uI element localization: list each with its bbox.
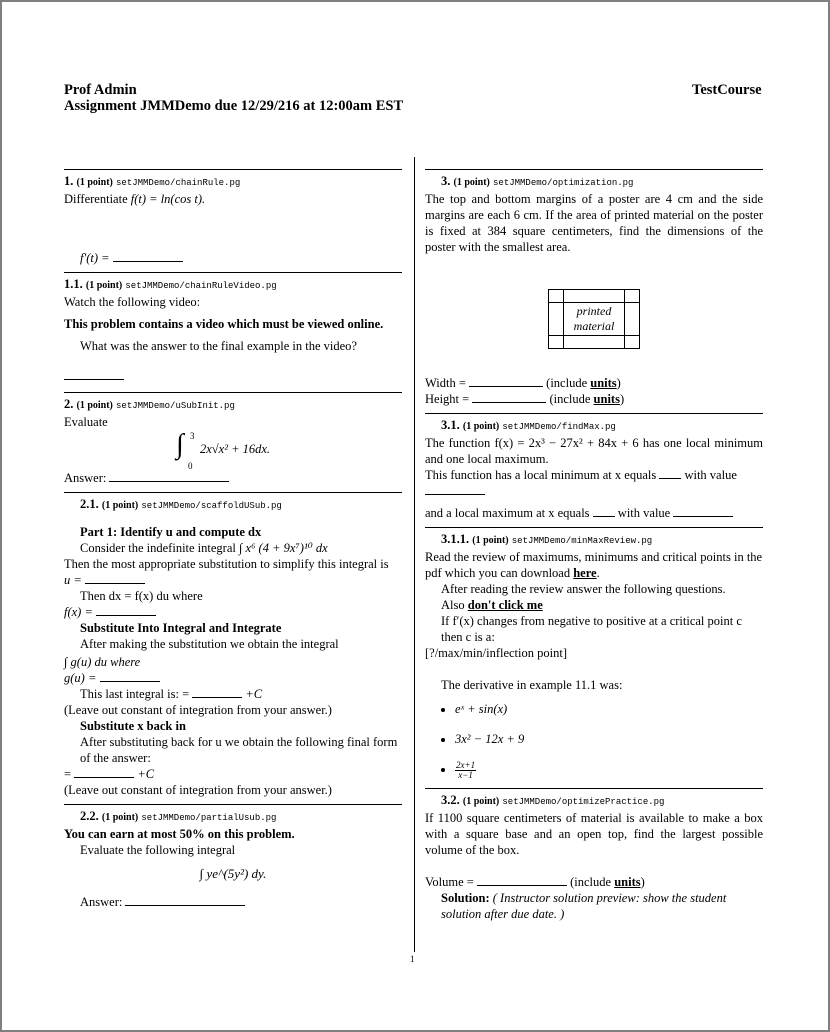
figure-label: printed — [576, 304, 612, 318]
evaluate-text: Evaluate the following integral — [80, 843, 236, 857]
problem-text: Evaluate — [64, 415, 108, 429]
document-page — [2, 2, 828, 1030]
problem-2-1 — [64, 496, 402, 798]
problem-2-2 — [64, 808, 402, 910]
derivative-text: The derivative in example 11.1 was: — [441, 678, 623, 692]
problem-number: 1. — [64, 174, 74, 188]
equals-sign: = — [64, 767, 72, 781]
problem-points: (1 point) — [453, 177, 490, 188]
lower-limit: 0 — [188, 461, 193, 471]
problem-number: 3.1. — [441, 418, 460, 432]
options-select[interactable]: [?/max/min/inflection point] — [425, 646, 567, 660]
upper-limit: 3 — [190, 431, 195, 441]
width-label: Width = — [425, 376, 466, 390]
problem-points: (1 point) — [462, 421, 500, 432]
list-item: • eˣ + sin(x) — [455, 701, 763, 717]
problem-path: setJMMDemo/findMax.pg — [502, 422, 616, 432]
then-text: Then the most appropriate substitution to simplify this integral is — [64, 557, 389, 571]
solution-text: ( Instructor solution preview: show the student solution after due date. ) — [441, 891, 727, 921]
problem-question: What was the answer to the final example in the video? — [80, 339, 357, 353]
divider — [64, 392, 402, 393]
min-text: This function has a local minimum at x equals — [425, 468, 657, 482]
problem-3-1-1: 3.1.1. (1 point) setJMMDemo/minMaxReview.pg Read the review of maximums, minimums and critical points in the pdf which you can download here. After reading the review answer the following questions. Also don't click me If f′(x) changes from negative to positive at a critical point c then c is a: [?/max/min/inflection point] The derivative in example 11.1 was: • eˣ + sin(x) • 3x² − 12x + 9 • $\frac{2x+1}{x-1}$ — [425, 531, 763, 780]
problem-number: 3. — [441, 174, 451, 188]
problem-points: (1 point) — [76, 400, 113, 411]
critical-point-text: If f′(x) changes from negative to positive at a critical point c then c is a: — [441, 614, 742, 644]
answer-blank[interactable] — [64, 369, 124, 380]
derivative-options — [425, 701, 763, 780]
problem-points: (1 point) — [85, 280, 123, 291]
problem-path: setJMMDemo/optimization.pg — [493, 178, 634, 188]
right-column — [425, 157, 763, 922]
max-text: and a local maximum at x equals — [425, 506, 590, 520]
problem-text: The top and bottom margins of a poster are 4 cm and the side margins are each 6 cm. If the area of printed material on the poster is fixed at 384 square centimeters, find the dimensions of the poster with the smallest area. — [425, 192, 763, 254]
problem-number: 1.1. — [64, 277, 83, 291]
after-text: After making the substitution we obtain the integral — [80, 637, 339, 651]
video-notice: This problem contains a video which must be viewed online. — [64, 317, 384, 331]
answer-label: Answer: — [80, 895, 123, 909]
problem-path: setJMMDemo/uSubInit.pg — [116, 401, 235, 411]
plus-c: +C — [245, 687, 263, 701]
units-link[interactable]: units — [614, 875, 641, 889]
problem-3 — [425, 173, 763, 407]
denominator: x−1 — [458, 770, 473, 780]
page-number: 1 — [410, 954, 415, 964]
problem-1-1 — [64, 276, 402, 384]
earn-notice: You can earn at most 50% on this problem. — [64, 827, 295, 841]
last-integral-text: This last integral is: = — [80, 687, 190, 701]
part-title: Part 1: Identify u and compute dx — [80, 525, 262, 539]
problem-number: 3.1.1. — [441, 532, 470, 546]
answer-blank[interactable] — [125, 895, 245, 906]
problem-points: (1 point) — [76, 177, 113, 188]
after-back-text: After substituting back for u we obtain the following final form of the answer: — [80, 735, 398, 765]
also-text: Also — [441, 598, 465, 612]
gu-label: g(u) = — [64, 671, 97, 685]
min-x-blank[interactable] — [659, 468, 681, 479]
integral-display — [64, 430, 402, 470]
integral-math: ∫ ye^(5y²) dy. — [199, 866, 267, 881]
solution-label: Solution: — [441, 891, 490, 905]
units-link[interactable]: units — [593, 392, 620, 406]
review-text: Read the review of maximums, minimums and critical points in the pdf which you can download — [425, 550, 763, 580]
answer-label: f′(t) = — [80, 251, 110, 265]
consider-text: Consider the indefinite integral — [80, 541, 236, 555]
problem-math: f(t) = ln(cos t). — [130, 192, 206, 206]
divider — [64, 272, 402, 273]
problem-number: 3.2. — [441, 793, 460, 807]
problem-text: If 1100 square centimeters of material is available to make a box with a square base and an open top, find the largest possible volume of the box. — [425, 811, 763, 857]
leave-out-note: (Leave out constant of integration from your answer.) — [64, 783, 332, 797]
divider — [64, 169, 402, 170]
course-name: TestCourse — [692, 82, 762, 98]
list-item — [455, 761, 763, 780]
poster-figure — [425, 289, 763, 349]
section-title: Substitute Into Integral and Integrate — [80, 621, 282, 635]
problem-points: (1 point) — [472, 535, 509, 546]
width-blank[interactable] — [469, 376, 543, 387]
problem-number: 2.2. — [80, 809, 99, 823]
answer-blank[interactable] — [113, 251, 183, 262]
numerator: • 2x+1 — [456, 760, 476, 770]
dx-line: Then dx = f(x) du where — [80, 589, 203, 603]
units-link[interactable]: units — [590, 376, 617, 390]
with-value-text: with value — [617, 506, 671, 520]
divider — [425, 788, 763, 789]
min-value-blank[interactable] — [425, 484, 485, 495]
divider — [64, 804, 402, 805]
problem-path: setJMMDemo/optimizePractice.pg — [502, 797, 665, 807]
problem-1 — [64, 173, 402, 266]
column-separator — [414, 157, 415, 952]
after-reading-text: After reading the review answer the following questions. — [441, 582, 726, 596]
problem-points: (1 point) — [462, 796, 500, 807]
plus-c: +C — [137, 767, 155, 781]
volume-blank[interactable] — [477, 875, 567, 886]
volume-label: Volume = — [425, 875, 474, 889]
max-x-blank[interactable] — [593, 506, 615, 517]
problem-points: (1 point) — [101, 812, 139, 823]
problem-path: setJMMDemo/chainRuleVideo.pg — [125, 281, 277, 291]
left-column — [64, 157, 402, 910]
problem-3-1 — [425, 417, 763, 521]
integral-blank[interactable] — [192, 687, 242, 698]
section-title: Substitute x back in — [80, 719, 186, 733]
problem-path: setJMMDemo/chainRule.pg — [116, 178, 241, 188]
dont-click-link[interactable]: don't click me — [467, 598, 543, 612]
include-text: (include — [546, 376, 588, 390]
problem-number: 2. — [64, 397, 74, 411]
include-text: (include — [549, 392, 591, 406]
final-blank[interactable] — [74, 767, 134, 778]
integral-sign: ∫ — [176, 429, 184, 460]
poster-diagram — [548, 289, 640, 349]
consider-math: ∫ x⁶ (4 + 9x⁷)¹⁰ dx — [238, 541, 328, 555]
fx-blank[interactable] — [96, 605, 156, 616]
fx-label: f(x) = — [64, 605, 93, 619]
problem-points: (1 point) — [101, 500, 139, 511]
height-blank[interactable] — [472, 392, 546, 403]
u-blank[interactable] — [85, 573, 145, 584]
assignment-title: Assignment JMMDemo due 12/29/216 at 12:00am EST — [64, 98, 404, 114]
problem-path: setJMMDemo/minMaxReview.pg — [511, 536, 653, 546]
divider — [64, 492, 402, 493]
divider — [425, 527, 763, 528]
paren: ) — [619, 392, 625, 406]
problem-2 — [64, 396, 402, 486]
gu-blank[interactable] — [100, 671, 160, 682]
here-link[interactable]: here — [573, 566, 597, 580]
problem-number: 2.1. — [80, 497, 99, 511]
leave-out-note: (Leave out constant of integration from your answer.) — [64, 703, 332, 717]
integral-gu: ∫ g(u) du where — [64, 655, 141, 669]
with-value-text: with value — [684, 468, 737, 482]
paren: ) — [616, 376, 621, 390]
answer-blank[interactable] — [109, 471, 229, 482]
list-item: • 3x² − 12x + 9 — [455, 731, 763, 747]
problem-text: Differentiate — [64, 192, 128, 206]
u-label: u = — [64, 573, 82, 587]
figure-label: material — [573, 319, 615, 333]
divider — [425, 413, 763, 414]
include-text: (include — [570, 875, 612, 889]
paren: ) — [640, 875, 645, 889]
height-label: Height = — [425, 392, 470, 406]
problem-path: setJMMDemo/partialUsub.pg — [141, 813, 277, 823]
divider — [425, 169, 763, 170]
max-value-blank[interactable] — [673, 506, 733, 517]
problem-text: Watch the following video: — [64, 295, 201, 309]
author-name: Prof Admin — [64, 82, 137, 98]
fraction — [455, 761, 476, 780]
answer-label: Answer: — [64, 471, 107, 485]
problem-text: The function f(x) = 2x³ − 27x² + 84x + 6 has one local minimum and one local maximum. — [425, 436, 763, 466]
problem-3-2 — [425, 792, 763, 922]
integrand: 2x√x² + 16dx. — [200, 442, 271, 456]
problem-path: setJMMDemo/scaffoldUSub.pg — [141, 501, 282, 511]
